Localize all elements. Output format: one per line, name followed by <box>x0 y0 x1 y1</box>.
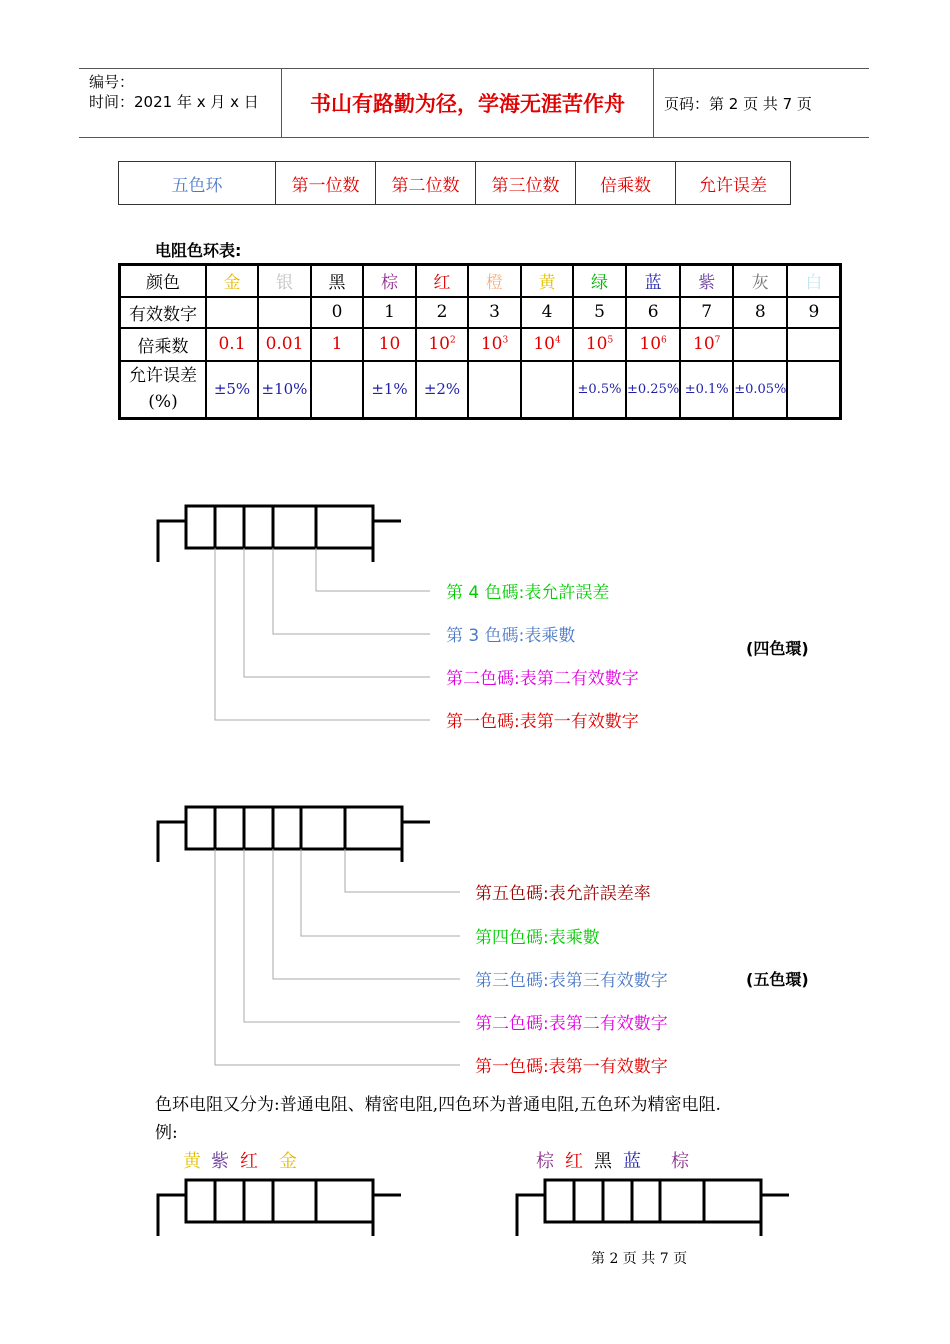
five-band-label-5: 第五色碼:表允許誤差率 <box>475 884 651 904</box>
four-band-label-2: 第二色碼:表第二有效數字 <box>446 669 639 689</box>
four-band-label-1: 第一色碼:表第一有效數字 <box>446 712 639 732</box>
five-band-cell: 第二位数 <box>376 162 476 205</box>
five-band-resistor <box>158 807 430 862</box>
digit-cell: 2 <box>416 297 468 328</box>
color-table-caption: 电阻色环表: <box>155 241 242 260</box>
tolerance-cell: ±0.05% <box>733 361 787 419</box>
digit-cell: 7 <box>680 297 733 328</box>
digit-cell: 3 <box>468 297 521 328</box>
digit-cell: 6 <box>626 297 680 328</box>
example2-band-4: 蓝 <box>623 1151 641 1172</box>
color-name-cell: 金 <box>206 265 258 297</box>
multiplier-exponent: 7 <box>714 335 721 346</box>
color-name-cell: 黄 <box>521 265 573 297</box>
four-band-label-4: 第 4 色碼:表允許誤差 <box>446 583 610 603</box>
four-band-tag: (四色環) <box>746 639 809 658</box>
four-band-leaders <box>215 548 430 720</box>
four-band-label-3: 第 3 色碼:表乘數 <box>446 626 576 646</box>
multiplier-exponent: 6 <box>661 335 667 346</box>
tolerance-cell: ±0.25% <box>626 361 680 419</box>
five-band-cell: 第一位数 <box>276 162 376 205</box>
motto: 书山有路勤为径，学海无涯苦作舟 <box>310 92 625 116</box>
multiplier-base: 0.1 <box>218 334 246 354</box>
five-band-label-3: 第三色碼:表第三有效數字 <box>475 971 668 991</box>
multiplier-base: 10 <box>533 334 555 354</box>
five-band-cell: 倍乘数 <box>576 162 676 205</box>
example1-band-2: 紫 <box>211 1151 229 1172</box>
tolerance-cell: ±1% <box>363 361 416 419</box>
row-header-tolerance-text: 允许误差 <box>129 366 197 387</box>
color-name-cell: 红 <box>416 265 468 297</box>
four-band-resistor <box>158 506 401 562</box>
multiplier-base: 10 <box>428 334 450 354</box>
row-header-multiplier: 倍乘数 <box>120 328 207 361</box>
digit-cell: 8 <box>733 297 787 328</box>
five-band-label-1: 第一色碼:表第一有效數字 <box>475 1057 668 1077</box>
digit-cell: 0 <box>311 297 363 328</box>
color-name-cell: 紫 <box>680 265 733 297</box>
digit-cell: 4 <box>521 297 573 328</box>
five-band-label-2: 第二色碼:表第二有效數字 <box>475 1014 668 1034</box>
page-footer: 第 2 页 共 7 页 <box>591 1251 688 1267</box>
row-header-tolerance-unit: (%) <box>148 392 178 413</box>
color-name-cell: 银 <box>258 265 311 297</box>
multiplier-base: 10 <box>585 334 608 354</box>
digit-cell: 1 <box>363 297 416 328</box>
digit-cell: 5 <box>573 297 626 328</box>
five-band-leaders <box>215 849 460 1065</box>
example1-band-1: 黄 <box>183 1151 201 1172</box>
multiplier-base: 0.01 <box>265 334 304 354</box>
row-header-color: 颜色 <box>120 265 207 297</box>
five-band-cell: 五色环 <box>119 162 276 205</box>
digit-cell: 9 <box>787 297 841 328</box>
tolerance-cell: ±2% <box>416 361 468 419</box>
example2-band-5: 棕 <box>671 1151 689 1172</box>
multiplier-base: 10 <box>693 334 715 354</box>
multiplier-exponent: 3 <box>502 335 509 346</box>
multiplier-exponent: 2 <box>449 335 456 346</box>
five-band-cell: 允许误差 <box>676 162 791 205</box>
row-header-digits: 有效数字 <box>120 297 207 328</box>
example-resistor-1 <box>158 1180 401 1236</box>
five-band-tag: (五色環) <box>746 970 809 989</box>
color-name-cell: 绿 <box>573 265 626 297</box>
page-info: 页码：第 2 页 共 7 页 <box>664 94 812 113</box>
five-band-cell: 第三位数 <box>476 162 576 205</box>
multiplier-base: 10 <box>480 334 503 354</box>
tolerance-cell: ±5% <box>206 361 258 419</box>
time-label: 时间：2021 年 x 月 x 日 <box>89 93 259 111</box>
example2-band-1: 棕 <box>536 1151 554 1172</box>
resistor-type-paragraph: 色环电阻又分为:普通电阻、精密电阻,四色环为普通电阻,五色环为精密电阻. <box>155 1095 721 1115</box>
color-name-cell: 黑 <box>311 265 363 297</box>
example2-band-3: 黑 <box>594 1151 612 1172</box>
color-name-cell: 灰 <box>733 265 787 297</box>
multiplier-base: 1 <box>331 334 343 354</box>
multiplier-base: 10 <box>378 334 401 354</box>
example1-band-4: 金 <box>279 1151 297 1172</box>
tolerance-cell: ±0.1% <box>680 361 733 419</box>
multiplier-exponent: 5 <box>607 335 614 346</box>
example-label: 例: <box>155 1123 178 1143</box>
five-band-label-4: 第四色碼:表乘數 <box>475 928 600 948</box>
color-name-cell: 棕 <box>363 265 416 297</box>
multiplier-base: 10 <box>639 334 662 354</box>
tolerance-cell: ±0.5% <box>573 361 626 419</box>
color-name-cell: 橙 <box>468 265 521 297</box>
example2-band-2: 红 <box>565 1151 583 1172</box>
color-name-cell: 白 <box>787 265 841 297</box>
multiplier-exponent: 4 <box>554 335 561 346</box>
example-resistor-2 <box>517 1180 789 1236</box>
number-label: 编号： <box>89 73 135 91</box>
example1-band-3: 红 <box>240 1151 258 1172</box>
tolerance-cell: ±10% <box>258 361 311 419</box>
color-name-cell: 蓝 <box>626 265 680 297</box>
